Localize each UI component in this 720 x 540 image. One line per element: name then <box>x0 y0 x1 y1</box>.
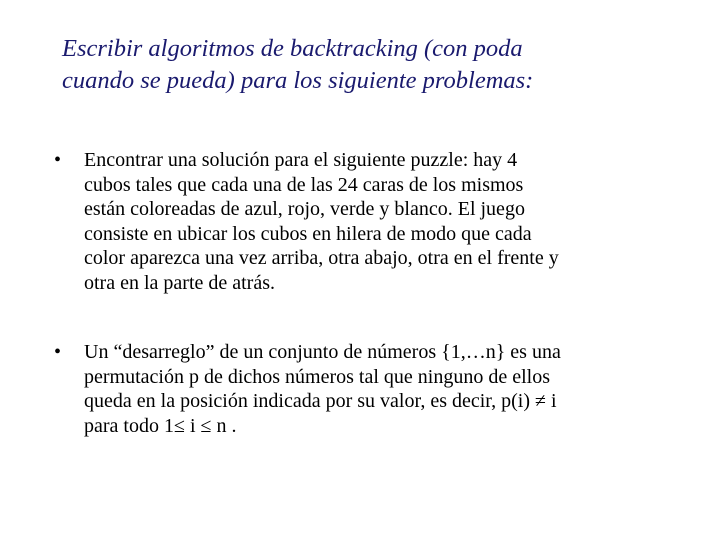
bullet-item <box>54 148 664 295</box>
bullet-marker: • <box>54 149 62 171</box>
bullet-item <box>54 340 664 438</box>
bullet-text-puzzle: Encontrar una solución para el siguiente puzzle: hay 4 cubos tales que cada una de las 24 caras de los mismos están coloreadas de azul, rojo, verde y blanco. El juego consiste en ubicar los cubos en hilera de modo que cada color aparezca una vez arriba, otra abajo, otra en el frente y otra en la parte de atrás. <box>84 149 559 294</box>
slide-title: Escribir algoritmos de backtracking (con poda cuando se pueda) para los siguiente problemas: <box>62 35 534 94</box>
bullet-text-derangement: Un “desarreglo” de un conjunto de números {1,…n} es una permutación p de dichos números tal que ninguno de ellos queda en la posición indicada por su valor, es decir, p(i) ≠ i para todo 1≤ i ≤ n . <box>84 341 561 437</box>
bullet-marker: • <box>54 341 62 363</box>
